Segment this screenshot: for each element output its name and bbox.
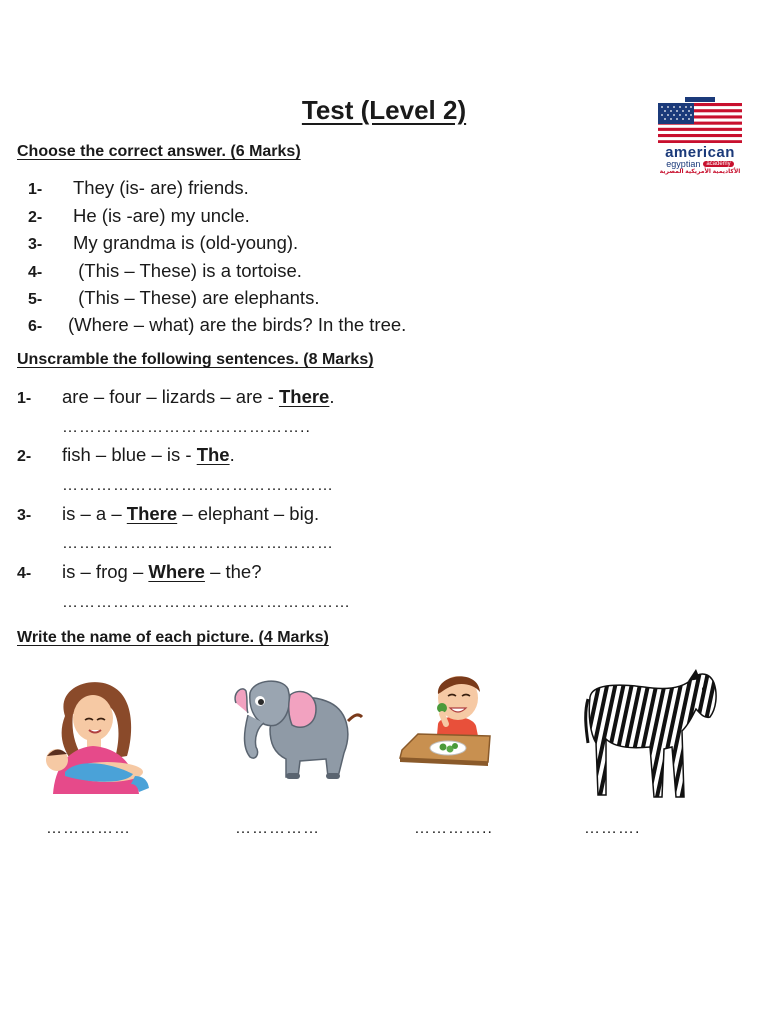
unscramble-question-2 [17,444,235,466]
zebra-icon [584,669,722,803]
question-number: 1- [28,181,43,198]
us-flag-icon [657,97,743,143]
question-text: (This – These) are elephants. [73,287,320,308]
question-tail: – the? [204,561,262,582]
mother-with-baby-icon [35,676,160,798]
question-tail: . [229,444,235,465]
keyword: There [126,503,178,524]
picture-answer-line-2: …………… [235,820,320,837]
question-text: They (is- are) friends. [73,177,249,198]
answer-line-4: …………………………………………… [62,594,351,611]
question-text: He (is -are) my uncle. [73,205,250,226]
question-words: is – a – [62,503,127,524]
unscramble-question-3 [17,503,319,525]
question-number: 5- [28,291,43,308]
elephant-icon [230,673,368,783]
picture-answer-line-4: ………. [584,820,641,837]
mc-question-3 [28,232,298,254]
logo-main-text: american [665,144,735,161]
question-number: 6- [28,318,43,335]
logo-arabic-text: الأكاديمية الأمريكية المصرية [659,169,741,175]
mc-question-4 [28,260,302,282]
question-tail: – elephant – big. [177,503,320,524]
page-title: Test (Level 2) [301,95,467,125]
answer-line-2: ………………………………………… [62,477,334,494]
question-number: 1- [17,390,32,407]
section1-heading: Choose the correct answer. (6 Marks) [17,143,301,160]
question-words: are – four – lizards – are - [62,386,279,407]
question-number: 3- [17,507,32,524]
answer-line-3: ………………………………………… [62,535,334,552]
logo-pill: academy [703,161,733,167]
logo-sub-word: egyptian [666,159,701,169]
keyword: Where [148,561,205,582]
unscramble-question-4 [17,561,262,583]
question-words: is – frog – [62,561,149,582]
unscramble-question-1 [17,386,335,408]
question-number: 2- [17,448,32,465]
question-number: 4- [28,264,43,281]
question-tail: . [329,386,335,407]
section3-heading: Write the name of each picture. (4 Marks) [17,629,329,646]
question-number: 4- [17,565,32,582]
mc-question-2 [28,205,250,227]
question-number: 2- [28,209,43,226]
mc-question-6 [28,314,406,336]
school-logo [657,97,743,175]
question-text: (This – These) is a tortoise. [73,260,302,281]
picture-answer-line-1: …………… [46,820,131,837]
question-text: My grandma is (old-young). [73,232,299,253]
question-number: 3- [28,236,43,253]
question-text: (Where – what) are the birds? In the tree. [68,314,407,335]
picture-answer-line-3: ………….. [414,820,493,837]
question-words: fish – blue – is - [62,444,197,465]
section2-heading: Unscramble the following sentences. (8 Marks) [17,351,374,368]
answer-line-1: …………………………………….. [62,419,311,436]
keyword: The [196,444,230,465]
keyword: There [278,386,330,407]
mc-question-5 [28,287,319,309]
mc-question-1 [28,177,249,199]
boy-eating-icon [398,666,494,770]
